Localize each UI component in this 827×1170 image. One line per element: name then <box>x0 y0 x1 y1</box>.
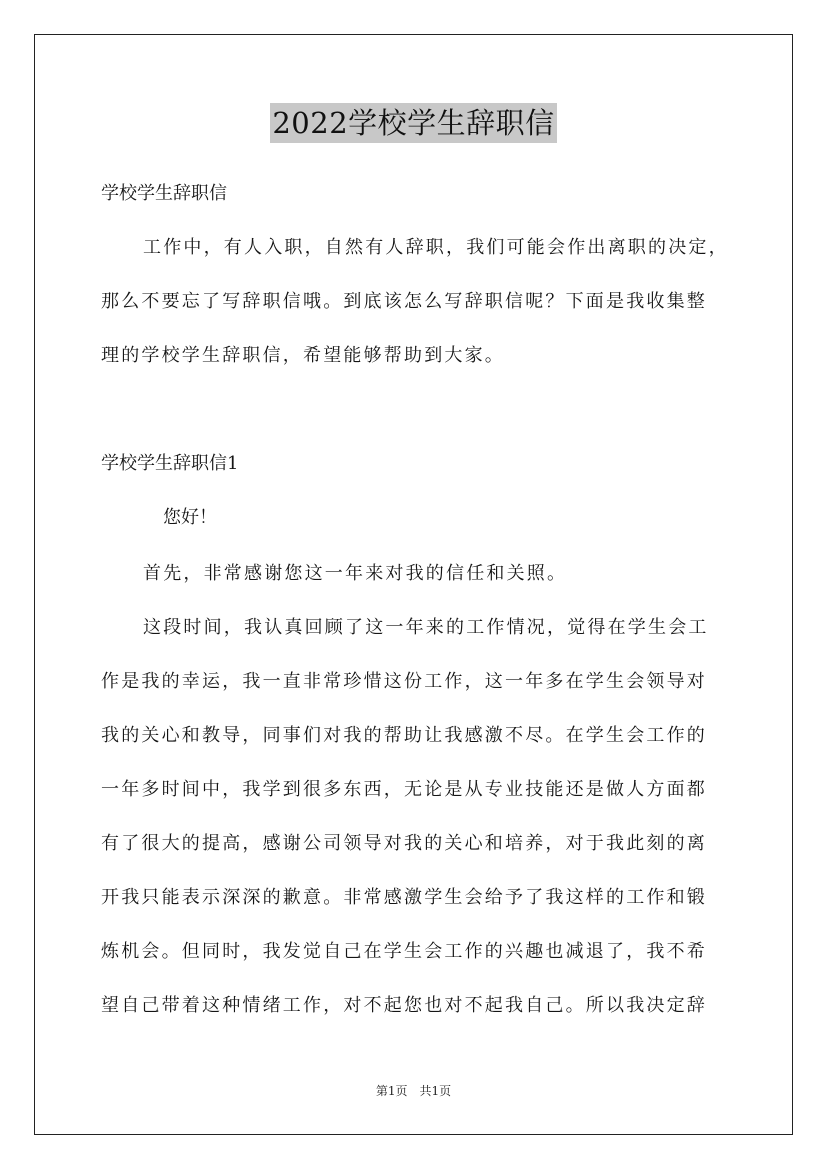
intro-line-2: 那么不要忘了写辞职信哦。到底该怎么写辞职信呢？下面是我收集整 <box>101 291 707 312</box>
thanks-line: 首先，非常感谢您这一年来对我的信任和关照。 <box>143 563 568 584</box>
body-line-6: 开我只能表示深深的歉意。非常感激学生会给予了我这样的工作和锻 <box>101 887 707 908</box>
intro-line-3: 理的学校学生辞职信，希望能够帮助到大家。 <box>101 345 505 366</box>
body-line-4: 一年多时间中，我学到很多东西，无论是从专业技能还是做人方面都 <box>101 779 707 800</box>
body-line-2: 作是我的幸运，我一直非常珍惜这份工作，这一年多在学生会领导对 <box>101 671 707 692</box>
body-line-8: 望自己带着这种情绪工作，对不起您也对不起我自己。所以我决定辞 <box>101 995 707 1016</box>
section-heading: 学校学生辞职信 <box>101 183 227 204</box>
body-line-5: 有了很大的提高，感谢公司领导对我的关心和培养，对于我此刻的离 <box>101 833 707 854</box>
intro-line-1: 工作中，有人入职，自然有人辞职，我们可能会作出离职的决定， <box>143 237 729 258</box>
body-line-7: 炼机会。但同时，我发觉自己在学生会工作的兴趣也减退了，我不希 <box>101 941 707 962</box>
document-title: 2022学校学生辞职信 <box>270 103 556 143</box>
body-line-3: 我的关心和教导，同事们对我的帮助让我感激不尽。在学生会工作的 <box>101 725 707 746</box>
greeting: 您好！ <box>163 507 217 528</box>
body-line-1: 这段时间，我认真回顾了这一年来的工作情况，觉得在学生会工 <box>143 617 709 638</box>
letter-heading: 学校学生辞职信1 <box>101 453 239 474</box>
page-footer: 第1页 共1页 <box>375 1084 452 1098</box>
title-container <box>0 103 827 143</box>
